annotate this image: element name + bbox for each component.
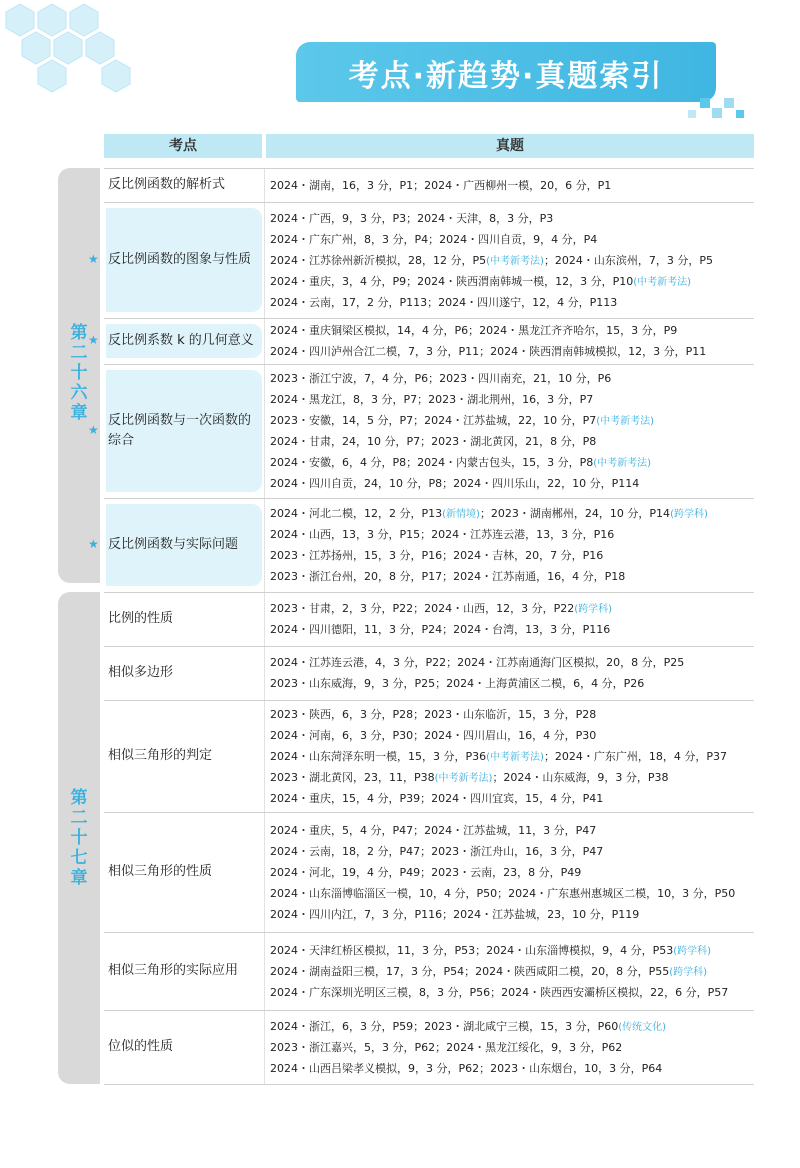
- exam-text: 2024・重庆铜梁区模拟，14，4 分，P6；2024・黑龙江齐齐哈尔，15，3 分，P9: [270, 324, 678, 337]
- exam-line: [270, 545, 603, 567]
- chapter-char: 第: [70, 323, 88, 343]
- exam-text: 2024・黑龙江，8，3 分，P7；2023・湖北荆州，16，3 分，P7: [270, 393, 594, 406]
- exam-text: 2024・重庆，3，4 分，P9；2024・陕西渭南韩城一模，12，3 分，P10: [270, 274, 634, 288]
- exam-line: [270, 292, 617, 314]
- exam-text: ；2024・山东威海，9，3 分，P38: [492, 770, 669, 784]
- topic-cell: [106, 370, 262, 492]
- chapter-bar-26: [58, 168, 100, 583]
- topic-label: 反比例函数与一次函数的综合: [108, 413, 252, 448]
- exam-line: [270, 341, 706, 363]
- exam-line: [270, 452, 651, 475]
- exam-text: 2023・安徽，14，5 分，P7；2024・江苏盐城，22，10 分，P7: [270, 414, 597, 427]
- row-separator: [104, 932, 754, 933]
- exam-text: 2024・四川内江，7，3 分，P116；2024・江苏盐城，23，10 分，P119: [270, 907, 640, 921]
- exam-text: 2024・湖南，16，3 分，P1；2024・广西柳州一模，20，6 分，P1: [270, 178, 612, 192]
- exam-line: [270, 410, 654, 433]
- exam-text: ；2024・山东滨州，7，3 分，P5: [543, 253, 714, 267]
- exam-tag: (跨学科): [669, 966, 708, 978]
- exam-text: 2023・浙江嘉兴，5，3 分，P62；2024・黑龙江绥化，9，3 分，P62: [270, 1040, 623, 1054]
- chapter-char: 六: [70, 383, 88, 403]
- exam-text: 2023・甘肃，2，3 分，P22；2024・山西，12，3 分，P22: [270, 602, 575, 615]
- chapter-char: 二: [70, 343, 88, 363]
- exam-tag: (跨学科): [673, 945, 712, 957]
- exam-line: [270, 431, 596, 453]
- topic-cell: [106, 174, 262, 196]
- exam-text: 2023・浙江宁波，7，4 分，P6；2023・四川南充，21，10 分，P6: [270, 372, 612, 385]
- exam-text: ；2024・广东广州，18，4 分，P37: [543, 749, 728, 763]
- topic-cell: [106, 598, 262, 640]
- exam-line: [270, 704, 596, 726]
- topic-label: 反比例函数的解析式: [108, 177, 226, 192]
- exam-text: 2024・四川自贡，24，10 分，P8；2024・四川乐山，22，10 分，P114: [270, 477, 640, 490]
- topic-cell: [106, 504, 262, 586]
- exam-text: 2024・河北二模，12，2 分，P13: [270, 507, 443, 520]
- topic-label: 相似三角形的判定: [108, 748, 213, 763]
- exam-line: [270, 524, 614, 546]
- exam-tag: (跨学科): [670, 509, 708, 520]
- topic-cell: [106, 324, 262, 358]
- row-separator: [104, 318, 754, 319]
- exam-line: [270, 940, 711, 963]
- exam-line: [270, 229, 597, 251]
- exam-line: [270, 598, 612, 621]
- exam-line: [270, 820, 596, 842]
- exam-text: 2024・浙江，6，3 分，P59；2023・湖北咸宁三模，15，3 分，P60: [270, 1019, 619, 1033]
- exam-tag: (中考新考法): [434, 772, 493, 784]
- exam-line: [270, 862, 581, 884]
- chapter-bar-27: [58, 592, 100, 1084]
- header-exam: 真题: [266, 134, 754, 158]
- exam-line: [270, 788, 603, 810]
- exam-line: [270, 1058, 662, 1080]
- chapter-char: 章: [70, 868, 88, 888]
- exam-line: [270, 652, 684, 674]
- exam-text: 2024・广东广州，8，3 分，P4；2024・四川自贡，9，4 分，P4: [270, 232, 598, 246]
- exam-line: [270, 1016, 666, 1039]
- star-icon: ★: [88, 537, 99, 551]
- pixel-decoration: [700, 98, 710, 108]
- topic-label: 反比例函数的图象与性质: [108, 252, 252, 267]
- row-separator: [104, 700, 754, 701]
- chapter-char: 十: [70, 363, 88, 383]
- exam-tag: (中考新考法): [596, 416, 655, 427]
- exam-text: 2023・陕西，6，3 分，P28；2023・山东临沂，15，3 分，P28: [270, 707, 597, 721]
- exam-text: 2024・山东菏泽东明一模，15，3 分，P36: [270, 749, 487, 763]
- exam-text: 2024・四川泸州合江二模，7，3 分，P11；2024・陕西渭南韩城模拟，12，3 分，P11: [270, 345, 707, 358]
- header-topic: 考点: [104, 134, 262, 158]
- exam-text: 2024・山西，13，3 分，P15；2024・江苏连云港，13，3 分，P16: [270, 528, 615, 541]
- exam-line: [270, 673, 644, 695]
- row-separator: [104, 592, 754, 593]
- row-separator: [104, 498, 754, 499]
- exam-text: 2024・重庆，5，4 分，P47；2024・江苏盐城，11，3 分，P47: [270, 823, 597, 837]
- topic-cell: [106, 1016, 262, 1078]
- exam-line: [270, 566, 625, 588]
- title-banner: [296, 42, 716, 102]
- page-title: 考点·新趋势·真题索引: [348, 59, 664, 94]
- chapter-char: 第: [70, 788, 88, 808]
- topic-cell: [106, 818, 262, 926]
- exam-line: [270, 320, 677, 342]
- star-icon: ★: [88, 423, 99, 437]
- exam-text: 2024・河南，6，3 分，P30；2024・四川眉山，16，4 分，P30: [270, 728, 597, 742]
- row-separator: [104, 168, 754, 169]
- pixel-decoration: [724, 98, 734, 108]
- exam-tag: (中考新考法): [593, 458, 652, 469]
- exam-line: [270, 619, 610, 641]
- exam-tag: (传统文化): [618, 1021, 667, 1033]
- exam-text: 2024・甘肃，24，10 分，P7；2023・湖北黄冈，21，8 分，P8: [270, 435, 597, 448]
- exam-text: 2023・浙江台州，20，8 分，P17；2024・江苏南通，16，4 分，P18: [270, 570, 626, 583]
- hexagon-decoration: [0, 0, 160, 110]
- row-separator: [104, 1010, 754, 1011]
- pixel-decoration: [688, 110, 696, 118]
- exam-text: 2024・广西，9，3 分，P3；2024・天津，8，3 分，P3: [270, 211, 554, 225]
- exam-text: 2024・重庆，15，4 分，P39；2024・四川宜宾，15，4 分，P41: [270, 791, 604, 805]
- exam-line: [270, 271, 691, 294]
- exam-text: 2024・河北，19，4 分，P49；2023・云南，23，8 分，P49: [270, 865, 582, 879]
- exam-line: [270, 841, 603, 863]
- exam-line: [270, 389, 593, 411]
- exam-text: 2023・山东威海，9，3 分，P25；2024・上海黄浦区二模，6，4 分，P26: [270, 677, 645, 690]
- exam-text: 2024・湖南益阳三模，17，3 分，P54；2024・陕西咸阳二模，20，8 分，P55: [270, 964, 670, 978]
- exam-line: [270, 368, 611, 390]
- exam-text: 2024・天津红桥区模拟，11，3 分，P53；2024・山东淄博模拟，9，4 分，P53: [270, 943, 674, 957]
- exam-line: [270, 208, 553, 230]
- exam-line: [270, 473, 639, 495]
- chapter-char: 二: [70, 808, 88, 828]
- topic-cell: [106, 706, 262, 806]
- topic-cell: [106, 208, 262, 312]
- exam-tag: (新情境): [442, 509, 480, 520]
- exam-tag: (中考新考法): [486, 751, 544, 763]
- exam-line: [270, 725, 596, 747]
- exam-text: 2024・江苏连云港，4，3 分，P22；2024・江苏南通海门区模拟，20，8 分，P25: [270, 656, 685, 669]
- exam-text: ；2023・湖南郴州，24，10 分，P14: [479, 507, 671, 520]
- row-separator: [104, 1084, 754, 1085]
- row-separator: [104, 202, 754, 203]
- exam-text: 2023・江苏扬州，15，3 分，P16；2024・吉林，20，7 分，P16: [270, 549, 604, 562]
- exam-line: [270, 767, 669, 790]
- exam-line: [270, 746, 727, 769]
- exam-text: 2024・云南，18，2 分，P47；2023・浙江舟山，16，3 分，P47: [270, 844, 604, 858]
- exam-line: [270, 961, 707, 984]
- exam-line: [270, 883, 735, 905]
- exam-text: 2024・云南，17，2 分，P113；2024・四川遂宁，12，4 分，P113: [270, 295, 618, 309]
- exam-text: 2024・广东深圳光明区三模，8，3 分，P56；2024・陕西西安灞桥区模拟，22，6 分，P57: [270, 985, 729, 999]
- exam-line: [270, 503, 708, 526]
- star-icon: ★: [88, 252, 99, 266]
- chapter-char: 章: [70, 403, 88, 423]
- star-icon: ★: [88, 333, 99, 347]
- chapter-char: 七: [70, 848, 88, 868]
- row-separator: [104, 364, 754, 365]
- exam-line: [270, 175, 611, 197]
- exam-tag: (中考新考法): [633, 276, 692, 288]
- exam-text: 2024・江苏徐州新沂模拟，28，12 分，P5: [270, 253, 487, 267]
- topic-label: 相似三角形的性质: [108, 864, 213, 879]
- exam-line: [270, 250, 713, 273]
- topic-cell: [106, 938, 262, 1004]
- topic-label: 相似多边形: [108, 665, 174, 680]
- topic-label: 相似三角形的实际应用: [108, 963, 239, 978]
- exam-text: 2023・湖北黄冈，23，11，P38: [270, 770, 435, 784]
- exam-text: 2024・山西吕梁孝义模拟，9，3 分，P62；2023・山东烟台，10，3 分，P64: [270, 1061, 663, 1075]
- topic-cell: [106, 652, 262, 694]
- exam-tag: (跨学科): [574, 604, 613, 615]
- column-divider: [264, 168, 265, 1084]
- exam-text: 2024・山东淄博临淄区一模，10，4 分，P50；2024・广东惠州惠城区二模，10，3 分，P50: [270, 886, 736, 900]
- exam-tag: (中考新考法): [486, 255, 544, 267]
- pixel-decoration: [712, 108, 722, 118]
- exam-text: 2024・四川德阳，11，3 分，P24；2024・台湾，13，3 分，P116: [270, 623, 611, 636]
- exam-line: [270, 982, 728, 1004]
- chapter-char: 十: [70, 828, 88, 848]
- row-separator: [104, 646, 754, 647]
- chapter-label-27: [58, 788, 100, 888]
- topic-label: 反比例函数与实际问题: [108, 537, 239, 552]
- exam-text: 2024・安徽，6，4 分，P8；2024・内蒙古包头，15，3 分，P8: [270, 456, 594, 469]
- topic-label: 比例的性质: [108, 611, 174, 626]
- topic-label: 位似的性质: [108, 1039, 174, 1054]
- topic-label: 反比例系数 k 的几何意义: [108, 333, 254, 348]
- pixel-decoration: [736, 110, 744, 118]
- exam-line: [270, 904, 639, 926]
- row-separator: [104, 812, 754, 813]
- exam-line: [270, 1037, 622, 1059]
